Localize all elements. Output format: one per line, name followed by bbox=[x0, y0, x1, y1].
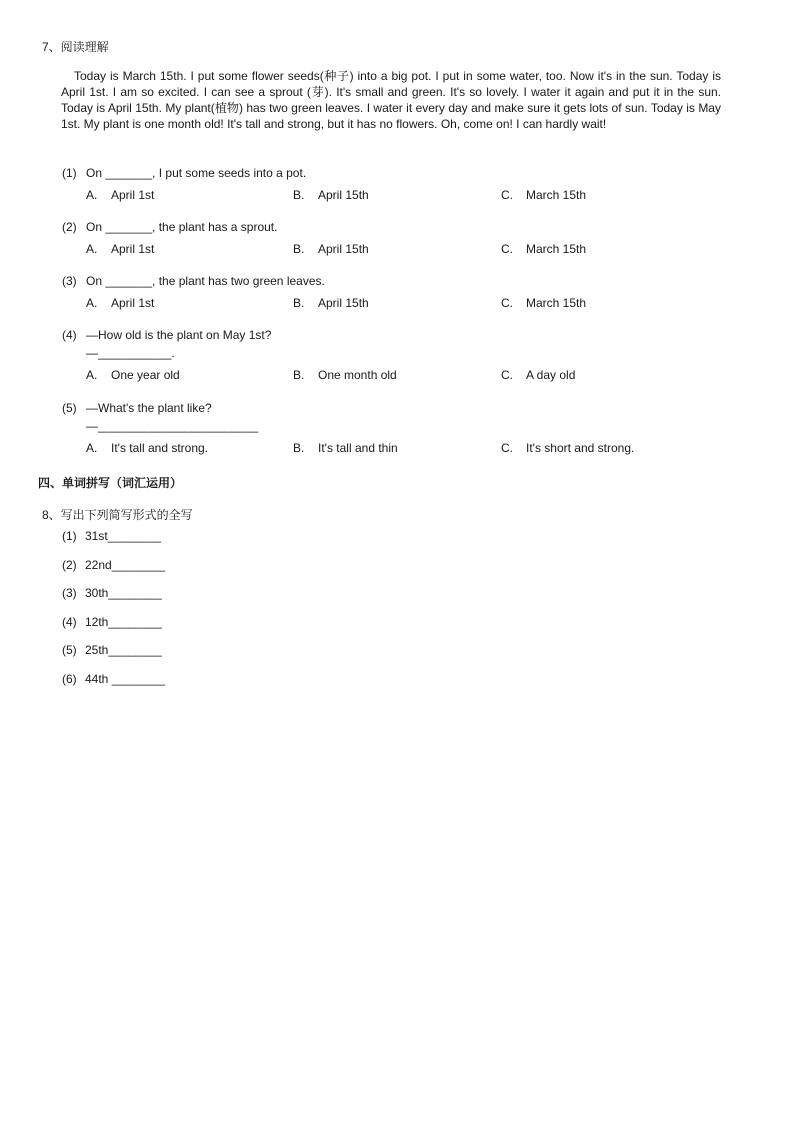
spelling-item-4[interactable]: (4) 12th________ bbox=[62, 615, 162, 629]
subquestion-3 bbox=[62, 272, 742, 312]
subquestion-stem: —What's the plant like? bbox=[86, 401, 212, 415]
question-7-title: 7、阅读理解 bbox=[42, 40, 109, 54]
subquestion-number: (4) bbox=[62, 328, 77, 342]
option-c[interactable]: C. March 15th bbox=[501, 242, 587, 256]
option-c[interactable]: C. March 15th bbox=[501, 296, 587, 310]
section-4-heading: 四、单词拼写（词汇运用） bbox=[38, 476, 183, 490]
option-a[interactable]: A. April 1st bbox=[86, 242, 155, 256]
option-c[interactable]: C. March 15th bbox=[501, 188, 587, 202]
subquestion-1 bbox=[62, 164, 742, 204]
reading-passage: Today is March 15th. I put some flower seeds(种子) into a big pot. I put in some water, too. Now it's in the sun. Today is April 1st. I am so excited. I can see a sprout (芽). It's small and green. It's so lovely. I water it again and put it in the sun. Today is April 15th. My plant(植物) has two green leaves. I water it every day and make sure it gets lots of sun. Today is May 1st. My plant is one month old! It's tall and strong, but it has no flowers. Oh, come on! I can hardly wait! bbox=[61, 69, 721, 131]
spelling-item-6[interactable]: (6) 44th ________ bbox=[62, 672, 166, 686]
subquestion-4 bbox=[62, 326, 742, 384]
option-b[interactable]: B. April 15th bbox=[293, 188, 369, 202]
spelling-item-3[interactable]: (3) 30th________ bbox=[62, 586, 162, 600]
spelling-item-5[interactable]: (5) 25th________ bbox=[62, 643, 162, 657]
subquestion-number: (2) bbox=[62, 220, 77, 234]
option-b[interactable]: B. April 15th bbox=[293, 296, 369, 310]
answer-blank[interactable]: —___________. bbox=[86, 346, 175, 360]
option-b[interactable]: B. It's tall and thin bbox=[293, 441, 398, 455]
subquestion-5 bbox=[62, 399, 742, 457]
option-a[interactable]: A. It's tall and strong. bbox=[86, 441, 209, 455]
question-8-title: 8、写出下列简写形式的全写 bbox=[42, 508, 193, 522]
spelling-item-2[interactable]: (2) 22nd________ bbox=[62, 558, 166, 572]
option-a[interactable]: A. April 1st bbox=[86, 188, 155, 202]
option-b[interactable]: B. One month old bbox=[293, 368, 397, 382]
subquestion-stem: On _______, the plant has a sprout. bbox=[86, 220, 278, 234]
subquestion-2 bbox=[62, 218, 742, 258]
subquestion-stem: On _______, the plant has two green leaves. bbox=[86, 274, 325, 288]
option-a[interactable]: A. April 1st bbox=[86, 296, 155, 310]
subquestion-stem: —How old is the plant on May 1st? bbox=[86, 328, 272, 342]
option-a[interactable]: A. One year old bbox=[86, 368, 180, 382]
option-c[interactable]: C. It's short and strong. bbox=[501, 441, 635, 455]
option-b[interactable]: B. April 15th bbox=[293, 242, 369, 256]
option-c[interactable]: C. A day old bbox=[501, 368, 576, 382]
subquestion-stem: On _______, I put some seeds into a pot. bbox=[86, 166, 307, 180]
subquestion-number: (3) bbox=[62, 274, 77, 288]
spelling-item-1[interactable]: (1) 31st________ bbox=[62, 529, 162, 543]
subquestion-number: (5) bbox=[62, 401, 77, 415]
subquestion-number: (1) bbox=[62, 166, 77, 180]
answer-blank[interactable]: —________________________ bbox=[86, 419, 259, 433]
